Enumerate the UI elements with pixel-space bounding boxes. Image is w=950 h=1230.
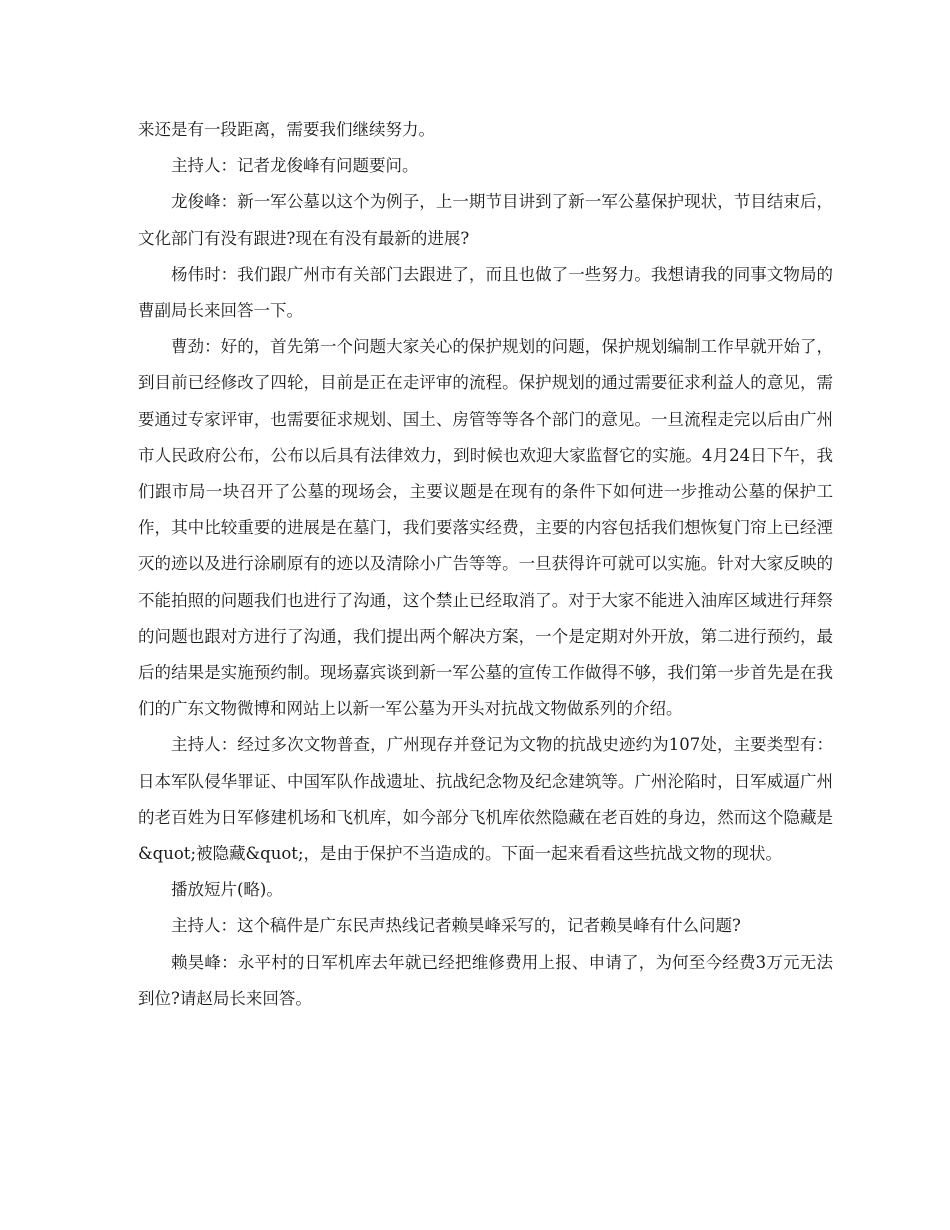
- paragraph-host-reporter: 主持人：这个稿件是广东民声热线记者赖昊峰采写的，记者赖昊峰有什么问题?: [171, 916, 741, 936]
- paragraph-lai-haofeng: 赖昊峰：永平村的日军机库去年就已经把维修费用上报、申请了，为何至今经费3万元无法到位?请赵局长来回答。: [138, 952, 833, 1008]
- paragraph-yang-weishi: 杨伟时：我们跟广州市有关部门去跟进了，而且也做了一些努力。我想请我的同事文物局的曹副局长来回答一下。: [138, 264, 833, 321]
- paragraph-cao-jin: 曹劲：好的，首先第一个问题大家关心的保护规划的问题，保护规划编制工作早就开始了，到目前已经修改了四轮，目前是正在走评审的流程。保护规划的通过需要征求利益人的意见，需要通过专家评审，也需要征求规划、国土、房管等等各个部门的意见。一旦流程走完以后由广州市人民政府公布，公布以后具有法律效力，到时候也欢迎大家监督它的实施。4月24日下午，我们跟市局一块召开了公墓的现场会，主要议题是在现有的条件下如何进一步推动公墓的保护工作，其中比较重要的进展是在墓门，我们要落实经费，主要的内容包括我们想恢复门帘上已经湮灭的迹以及进行涂刷原有的迹以及清除小广告等等。一旦获得许可就可以实施。针对大家反映的不能拍照的问题我们也进行了沟通，这个禁止已经取消了。对于大家不能进入油库区域进行拜祭的问题也跟对方进行了沟通，我们提出两个解决方案，一个是定期对外开放，第二进行预约，最后的结果是实施预约制。现场嘉宾谈到新一军公墓的宣传工作做得不够，我们第一步首先是在我们的广东文物微博和网站上以新一军公墓为开头对抗战文物做系列的介绍。: [138, 337, 833, 719]
- paragraph-continuation: 来还是有一段距离，需要我们继续努力。: [138, 120, 435, 139]
- paragraph-play-clip: 播放短片(略)。: [171, 880, 283, 900]
- paragraph-host-question: 主持人：记者龙俊峰有问题要问。: [171, 156, 419, 176]
- paragraph-long-junfeng: 龙俊峰：新一军公墓以这个为例子，上一期节目讲到了新一军公墓保护现状，节目结束后，文化部门有没有跟进?现在有没有最新的进展?: [138, 192, 833, 248]
- document-page: [138, 112, 833, 1017]
- paragraph-host-survey: 主持人：经过多次文物普查，广州现存并登记为文物的抗战史迹约为107处，主要类型有：日本军队侵华罪证、中国军队作战遗址、抗战纪念物及纪念建筑等。广州沦陷时，日军威逼广州的老百姓为日军修建机场和飞机库，如今部分飞机库依然隐藏在老百姓的身边，然而这个隐藏是&quot;被隐藏&quot;，是由于保护不当造成的。下面一起来看看这些抗战文物的现状。: [138, 735, 833, 864]
